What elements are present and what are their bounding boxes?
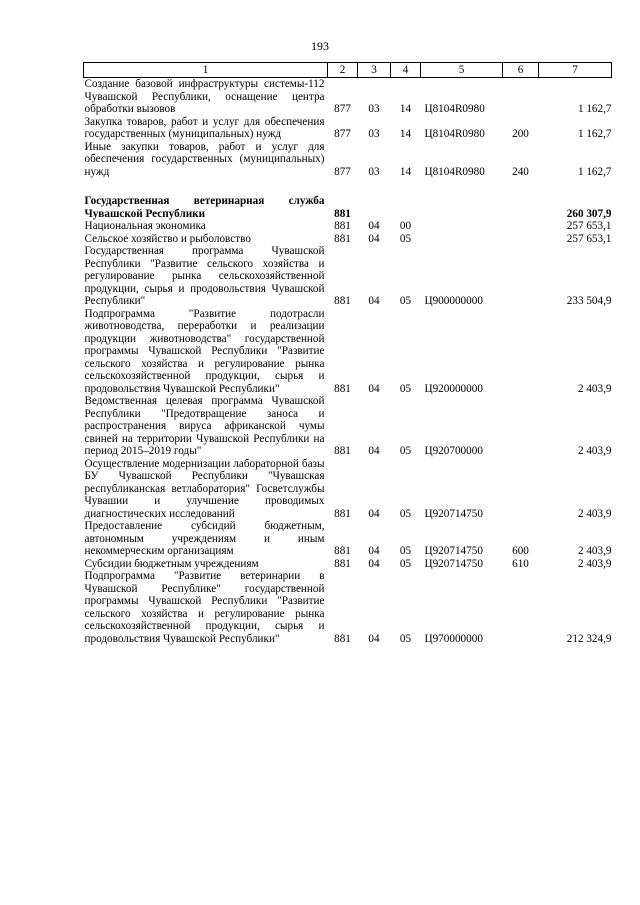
expense-type-code — [503, 308, 539, 396]
subsection-code: 14 — [399, 103, 412, 115]
section-code: 04 — [368, 220, 380, 232]
amount: 2 403,9 — [577, 382, 612, 395]
ministry-code: 881 — [334, 207, 351, 220]
section-code: 03 — [368, 103, 380, 115]
ministry-code: 877 — [334, 165, 351, 178]
section-code: 04 — [368, 445, 380, 457]
section-code: 04 — [368, 232, 380, 245]
subsection-code: 05 — [399, 507, 412, 520]
row-name: Сельское хозяйство и рыболовство — [84, 232, 251, 245]
amount: 2 403,9 — [577, 507, 612, 520]
column-header: 6 — [503, 63, 539, 78]
table-row — [84, 233, 612, 246]
row-name: Подпрограмма "Развитие ветеринарии в Чувашской Республике" государственной программы Чувашской Республики "Развитие сельского хозяйства и регулирование рынка сельскохозяйственной продукции, сырья и продовольствия Чувашской Республики" — [84, 570, 325, 645]
expense-type-code — [503, 570, 539, 645]
table-row — [84, 558, 612, 571]
table-row — [84, 245, 612, 308]
subsection-code: 05 — [399, 557, 412, 570]
subsection-code: 05 — [399, 295, 412, 307]
target-article-code: Ц900000000 — [424, 295, 483, 307]
subsection-code: 05 — [399, 445, 412, 457]
column-header: 2 — [328, 63, 358, 78]
section-code: 04 — [368, 632, 380, 645]
subsection-code — [391, 195, 421, 220]
ministry-code: 881 — [334, 295, 351, 307]
column-number-header — [84, 63, 612, 78]
column-header: 1 — [84, 63, 328, 78]
ministry-code: 881 — [334, 382, 351, 395]
amount: 2 403,9 — [577, 445, 612, 457]
section-code: 04 — [368, 557, 380, 570]
table-row — [84, 395, 612, 458]
expense-type-code — [503, 78, 539, 116]
ministry-code: 881 — [334, 220, 351, 232]
ministry-code: 881 — [334, 232, 351, 245]
target-article-code: Ц920000000 — [424, 382, 483, 395]
table-row — [84, 141, 612, 179]
subsection-code: 05 — [399, 382, 412, 395]
expense-type-code: 600 — [512, 545, 529, 557]
amount: 257 653,1 — [566, 232, 612, 245]
target-article-code — [421, 233, 503, 246]
section-code: 04 — [368, 507, 380, 520]
target-article-code: Ц8104R0980 — [424, 128, 485, 140]
target-article-code — [421, 195, 503, 220]
ministry-code: 877 — [334, 128, 351, 140]
target-article-code: Ц970000000 — [424, 632, 483, 645]
ministry-code: 881 — [334, 632, 351, 645]
section-code: 03 — [368, 165, 380, 178]
subsection-code: 00 — [399, 220, 412, 232]
table-row — [84, 116, 612, 141]
table-row — [84, 195, 612, 220]
amount: 233 504,9 — [566, 295, 612, 307]
ministry-code: 881 — [334, 557, 351, 570]
expense-type-code: 200 — [512, 128, 529, 140]
column-header: 5 — [421, 63, 503, 78]
column-header: 7 — [539, 63, 612, 78]
ministry-code: 881 — [334, 545, 351, 557]
section-code: 04 — [368, 382, 380, 395]
row-name: Закупка товаров, работ и услуг для обеспечения государственных (муниципальных) нужд — [84, 115, 325, 140]
target-article-code: Ц920700000 — [424, 445, 483, 457]
amount: 260 307,9 — [566, 207, 612, 220]
expense-type-code — [503, 233, 539, 246]
row-name: Подпрограмма "Развитие подотрасли животноводства, переработки и реализации продукции животноводства" государственной программы Чувашской Республики "Развитие сельского хозяйства и регулирование рынка сельскохозяйственной продукции, сырья и продовольствия Чувашской Республики" — [84, 307, 325, 395]
spacer-row — [84, 178, 612, 195]
table-row — [84, 570, 612, 645]
amount: 2 403,9 — [577, 557, 612, 570]
column-header: 4 — [391, 63, 421, 78]
row-name: Ведомственная целевая программа Чувашской Республики "Предотвращение заноса и распространения вируса африканской чумы свиней на территории Чувашской Республики на период 2015–2019 годы" — [84, 395, 325, 457]
section-code: 04 — [368, 295, 380, 307]
target-article-code: Ц920714750 — [424, 507, 483, 520]
ministry-code: 881 — [334, 445, 351, 457]
subsection-code: 05 — [399, 545, 412, 557]
amount: 257 653,1 — [566, 220, 612, 232]
ministry-code: 881 — [334, 507, 351, 520]
subsection-code: 05 — [399, 232, 412, 245]
amount: 1 162,7 — [577, 103, 612, 115]
row-name: Государственная программа Чувашской Республики "Развитие сельского хозяйства и регулирование рынка сельскохозяйственной продукции, сырья и продовольствия Чувашской Республики" — [84, 245, 325, 307]
ministry-code: 877 — [334, 103, 351, 115]
expense-type-code: 610 — [512, 557, 529, 570]
target-article-code: Ц920714750 — [424, 545, 483, 557]
table-row — [84, 520, 612, 558]
amount: 2 403,9 — [577, 545, 612, 557]
subsection-code: 05 — [399, 632, 412, 645]
row-name: Осуществление модернизации лабораторной базы БУ Чувашской Республики "Чувашская республиканская ветлаборатория" Госветслужбы Чувашии и улучшение проводимых диагностических исследований — [84, 457, 325, 520]
section-code — [358, 195, 391, 220]
target-article-code: Ц920714750 — [424, 557, 483, 570]
expense-type-code — [503, 245, 539, 308]
page-number: 193 — [311, 39, 329, 53]
target-article-code: Ц8104R0980 — [424, 103, 485, 115]
table-row — [84, 308, 612, 396]
target-article-code — [421, 220, 503, 233]
subsection-code: 14 — [399, 128, 412, 140]
subsection-code: 14 — [399, 165, 412, 178]
amount: 1 162,7 — [577, 128, 612, 140]
expense-type-code — [503, 395, 539, 458]
row-name: Предоставление субсидий бюджетным, автономным учреждениям и иным некоммерческим организациям — [84, 520, 325, 557]
row-name: Иные закупки товаров, работ и услуг для обеспечения государственных (муниципальных) нужд — [84, 140, 325, 178]
amount: 1 162,7 — [577, 165, 612, 178]
section-code: 04 — [368, 545, 380, 557]
section-code: 03 — [368, 128, 380, 140]
expense-type-code — [503, 195, 539, 220]
table-row — [84, 220, 612, 233]
amount: 212 324,9 — [566, 632, 612, 645]
budget-table — [83, 62, 612, 645]
expense-type-code — [503, 458, 539, 521]
table-row — [84, 78, 612, 116]
row-name: Государственная ветеринарная служба Чувашской Республики — [84, 195, 325, 220]
row-name: Субсидии бюджетным учреждениям — [84, 557, 259, 570]
row-name: Создание базовой инфраструктуры системы-112 Чувашской Республики, оснащение центра обработки вызовов — [84, 78, 325, 115]
expense-type-code: 240 — [512, 165, 529, 178]
row-name: Национальная экономика — [84, 220, 206, 232]
table-row — [84, 458, 612, 521]
target-article-code: Ц8104R0980 — [424, 165, 485, 178]
expense-type-code — [503, 220, 539, 233]
column-header: 3 — [358, 63, 391, 78]
